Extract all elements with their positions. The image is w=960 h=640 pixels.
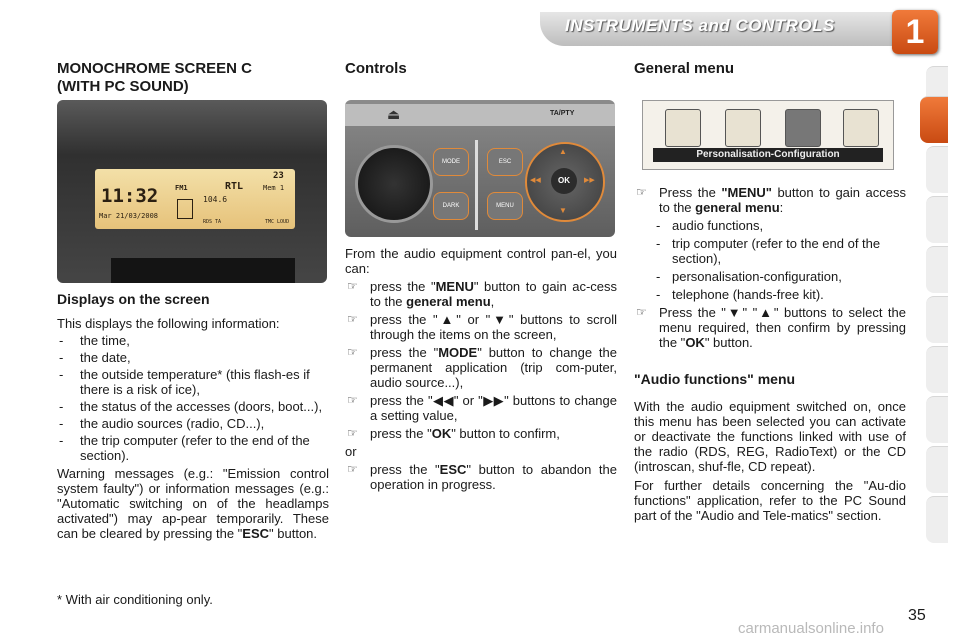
eject-icon: ⏏ — [387, 106, 401, 122]
list-item: ☞ Press the "MENU" button to gain access to the general menu: — [636, 185, 906, 215]
list-item: ☞ press the "MENU" button to gain ac-cess to the general menu, — [347, 279, 618, 309]
displays-intro: This displays the following information: — [57, 316, 280, 331]
lcd-screen — [95, 169, 295, 229]
side-tab-active — [920, 96, 948, 143]
side-tab — [926, 396, 948, 443]
list-item: - the date, — [59, 350, 131, 365]
screen-bezel — [111, 258, 295, 283]
chapter-badge: 1 — [892, 10, 938, 54]
displays-title: Displays on the screen — [57, 291, 210, 307]
audio-paragraph: For further details concerning the "Au-dio functions" application, refer to the PC Sound part of the "Audio and Tele-matics" section. — [634, 478, 906, 523]
list-item: ☞ press the "MODE" button to change the permanent application (trip com-puter, audio source...), — [347, 345, 617, 390]
section-subtitle: (WITH PC SOUND) — [57, 78, 189, 95]
list-item: - the audio sources (radio, CD...), — [59, 416, 265, 431]
hand-pointer-icon: ☞ — [347, 312, 358, 326]
column-controls — [345, 60, 617, 78]
side-tabs — [926, 66, 948, 576]
warning-paragraph: Warning messages (e.g.: "Emission control system faulty") or information messages (e.g.: "Automatic switching on of the headlamps activated") may ap-pear temporarily. These can be cleared by pressing the "ESC" button. — [57, 466, 329, 541]
column-display — [57, 60, 329, 96]
mode-button: MODE — [433, 148, 469, 176]
side-tab — [926, 346, 948, 393]
audio-functions-icon — [665, 109, 701, 147]
door-status-icon — [177, 199, 193, 219]
list-item: ☞ press the "ESC" button to abandon the operation in progress. — [347, 462, 618, 492]
lcd-temperature: 23 — [273, 171, 284, 181]
list-item: ☞ press the "◀◀" or "▶▶" buttons to change a setting value, — [347, 393, 617, 423]
list-item: ☞ press the "OK" button to confirm, — [347, 426, 560, 441]
list-item: ☞ press the "▲" or "▼" buttons to scroll through the items on the screen, — [347, 312, 617, 342]
page-number: 35 — [908, 607, 926, 624]
watermark: carmanualsonline.info — [738, 620, 884, 637]
hand-pointer-icon: ☞ — [636, 185, 647, 199]
trip-computer-icon — [725, 109, 761, 147]
side-tab — [926, 296, 948, 343]
side-tab — [926, 196, 948, 243]
lcd-rds: RDS TA — [203, 219, 222, 225]
lcd-tmc: TMC LOUD — [265, 219, 290, 225]
screen-photo — [57, 100, 327, 283]
navigation-pad: ▲ ▼ ◀◀ ▶▶ OK — [525, 142, 605, 222]
esc-button: ESC — [487, 148, 523, 176]
telephone-icon — [843, 109, 879, 147]
lcd-source: FM1 — [175, 184, 188, 192]
side-tab — [926, 146, 948, 193]
audio-functions-title: "Audio functions" menu — [634, 371, 796, 387]
lcd-time: 11:32 — [101, 185, 159, 207]
sub-list-item: - audio functions, — [656, 218, 764, 233]
hand-pointer-icon: ☞ — [347, 279, 358, 293]
audio-paragraph: With the audio equipment switched on, once this menu has been selected you can activate or deactivate the functions linked with use of the radio (RDS, REG, RadioText) or the CD (introscan, shuf-fle, CD repeat). — [634, 399, 906, 474]
section-title: MONOCHROME SCREEN C — [57, 60, 253, 77]
side-tab — [926, 446, 948, 493]
or-text: or — [345, 444, 357, 459]
hand-pointer-icon: ☞ — [347, 345, 358, 359]
volume-knob — [355, 145, 433, 223]
menu-button: MENU — [487, 192, 523, 220]
list-item: - the trip computer (refer to the end of the section). — [59, 433, 310, 463]
list-item: ☞ Press the "▼" "▲" buttons to select the menu required, then confirm by pressing the "OK" button. — [636, 305, 906, 350]
lcd-memory: Mem 1 — [263, 184, 285, 192]
lcd-frequency: 104.6 — [203, 195, 228, 204]
column-general-menu — [634, 60, 906, 78]
ta-pty-button: TA/PTY — [550, 110, 575, 117]
hand-pointer-icon: ☞ — [347, 462, 358, 476]
controls-text — [345, 246, 617, 492]
page-header — [0, 0, 960, 56]
lcd-station: RTL — [225, 181, 244, 192]
header-title: INSTRUMENTS and CONTROLS — [565, 16, 835, 35]
lcd-date: Mar 21/03/2008 — [99, 212, 159, 220]
dark-button: DARK — [433, 192, 469, 220]
side-tab — [926, 246, 948, 293]
hand-pointer-icon: ☞ — [347, 393, 358, 407]
list-item: - the status of the accesses (doors, boot...), — [59, 399, 323, 414]
menu-screen-image — [642, 100, 894, 170]
controls-intro: From the audio equipment control pan-el, you can: — [345, 246, 617, 276]
footnote: * With air conditioning only. — [57, 592, 213, 607]
hand-pointer-icon: ☞ — [636, 305, 647, 319]
controls-photo — [345, 100, 615, 237]
controls-title: Controls — [345, 60, 407, 77]
general-menu-title: General menu — [634, 60, 735, 77]
sub-list-item: - personalisation-configuration, — [656, 269, 842, 284]
side-tab — [926, 496, 948, 543]
list-item: - the outside temperature* (this flash-es if there is a risk of ice), — [59, 367, 310, 397]
displays-section — [57, 292, 329, 541]
general-menu-text — [634, 182, 906, 523]
personalisation-icon — [785, 109, 821, 147]
hand-pointer-icon: ☞ — [347, 426, 358, 440]
sub-list-item: - telephone (hands-free kit). — [656, 287, 824, 302]
menu-caption: Personalisation-Configuration — [653, 148, 883, 162]
sub-list-item: - trip computer (refer to the end of the section), — [656, 236, 881, 266]
ok-button: OK — [551, 168, 577, 194]
list-item: - the time, — [59, 333, 130, 348]
